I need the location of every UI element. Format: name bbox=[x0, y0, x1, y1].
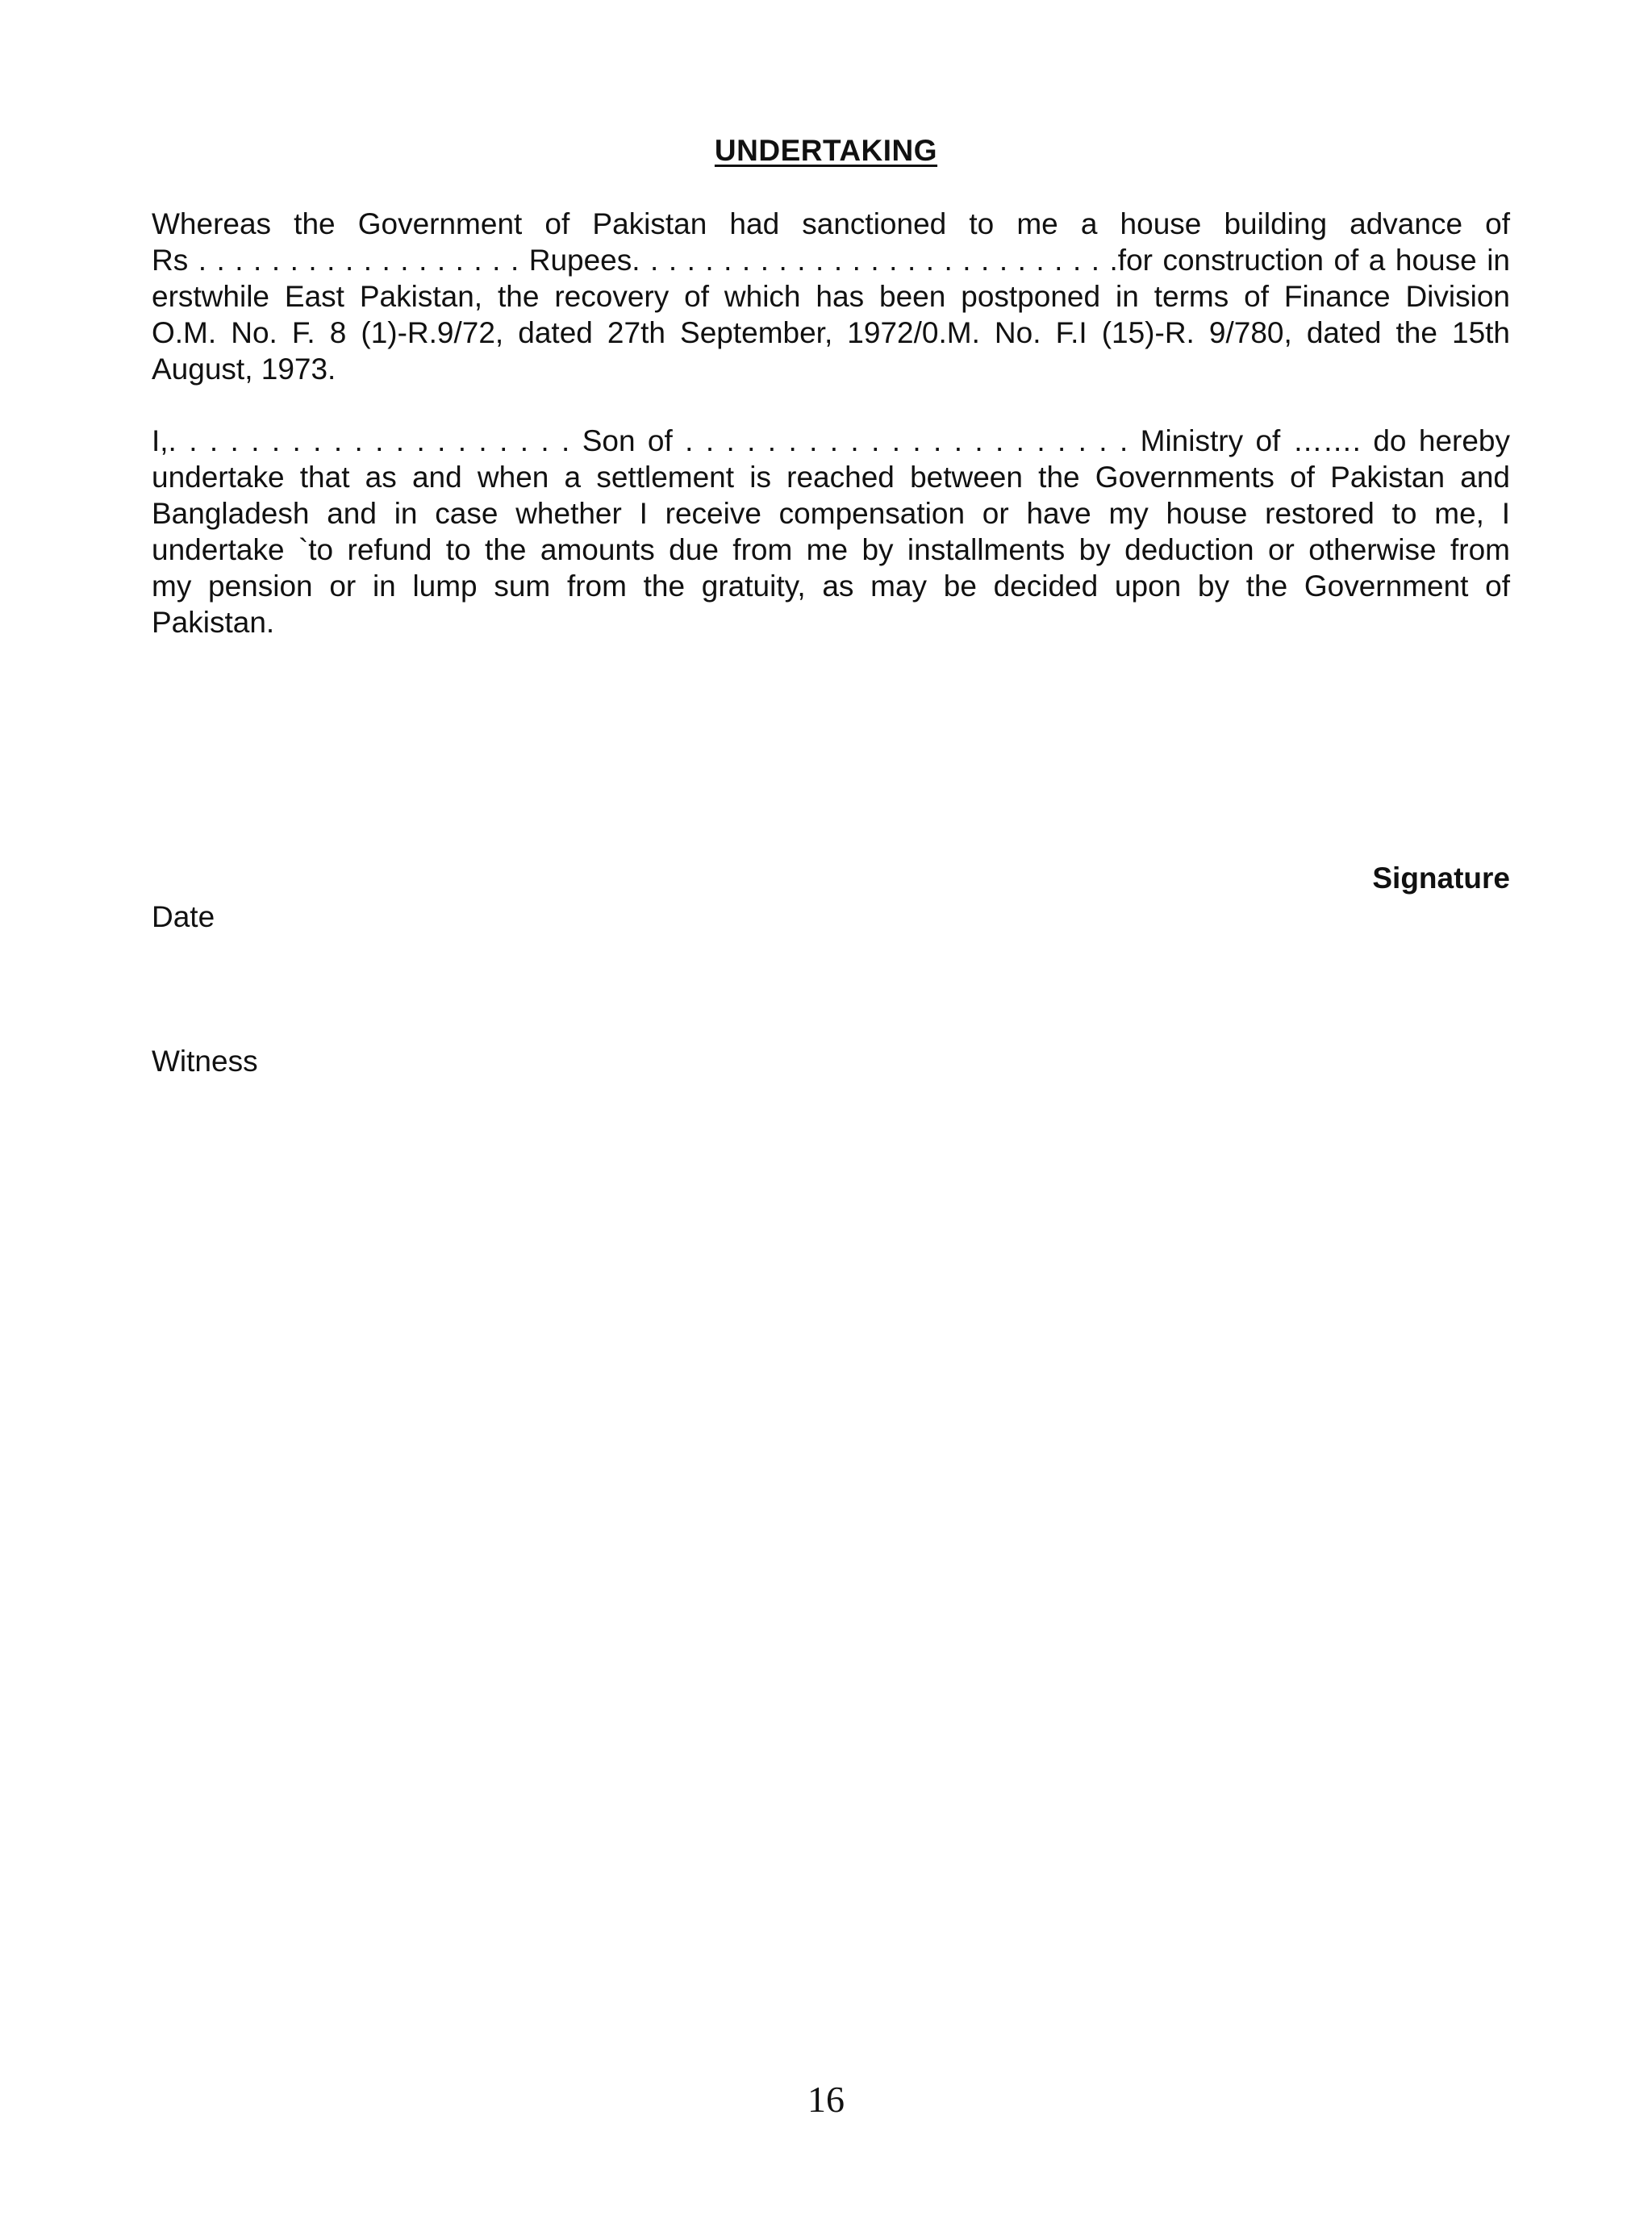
paragraph-2-line-4: undertake `to refund to the amounts due from me by installments by deduction or otherwise from bbox=[152, 533, 1510, 566]
paragraph-2-line-1: I,. . . . . . . . . . . . . . . . . . . . Son of . . . . . . . . . . . . . . . . . . . . . . Ministry of ……. do hereby bbox=[152, 424, 1510, 457]
signature-label: Signature bbox=[1372, 861, 1510, 895]
paragraph-1-line-5: August, 1973. bbox=[152, 352, 336, 386]
undertaking-paragraph-2 bbox=[152, 423, 1510, 640]
witness-label: Witness bbox=[152, 1045, 258, 1078]
undertaking-paragraph-1 bbox=[152, 206, 1510, 387]
paragraph-2-line-5: my pension or in lump sum from the gratuity, as may be decided upon by the Government of bbox=[152, 569, 1510, 603]
paragraph-2-line-2: undertake that as and when a settlement is reached between the Governments of Pakistan and bbox=[152, 461, 1510, 494]
paragraph-2-line-3: Bangladesh and in case whether I receive compensation or have my house restored to me, I bbox=[152, 497, 1510, 530]
document-title: UNDERTAKING bbox=[714, 134, 938, 167]
paragraph-2-line-6: Pakistan. bbox=[152, 606, 275, 639]
page-number: 16 bbox=[807, 2079, 845, 2120]
date-label: Date bbox=[152, 900, 215, 933]
paragraph-1-line-1: Whereas the Government of Pakistan had sanctioned to me a house building advance of bbox=[152, 207, 1510, 240]
paragraph-1-line-3: erstwhile East Pakistan, the recovery of which has been postponed in terms of Finance Division bbox=[152, 280, 1510, 313]
paragraph-1-line-2: Rs . . . . . . . . . . . . . . . . . . Rupees. . . . . . . . . . . . . . . . . . . . . . . . . . .for construction of a house in bbox=[152, 244, 1510, 277]
paragraph-1-line-4: O.M. No. F. 8 (1)-R.9/72, dated 27th September, 1972/0.M. No. F.I (15)-R. 9/780, dated the 15th bbox=[152, 316, 1510, 349]
